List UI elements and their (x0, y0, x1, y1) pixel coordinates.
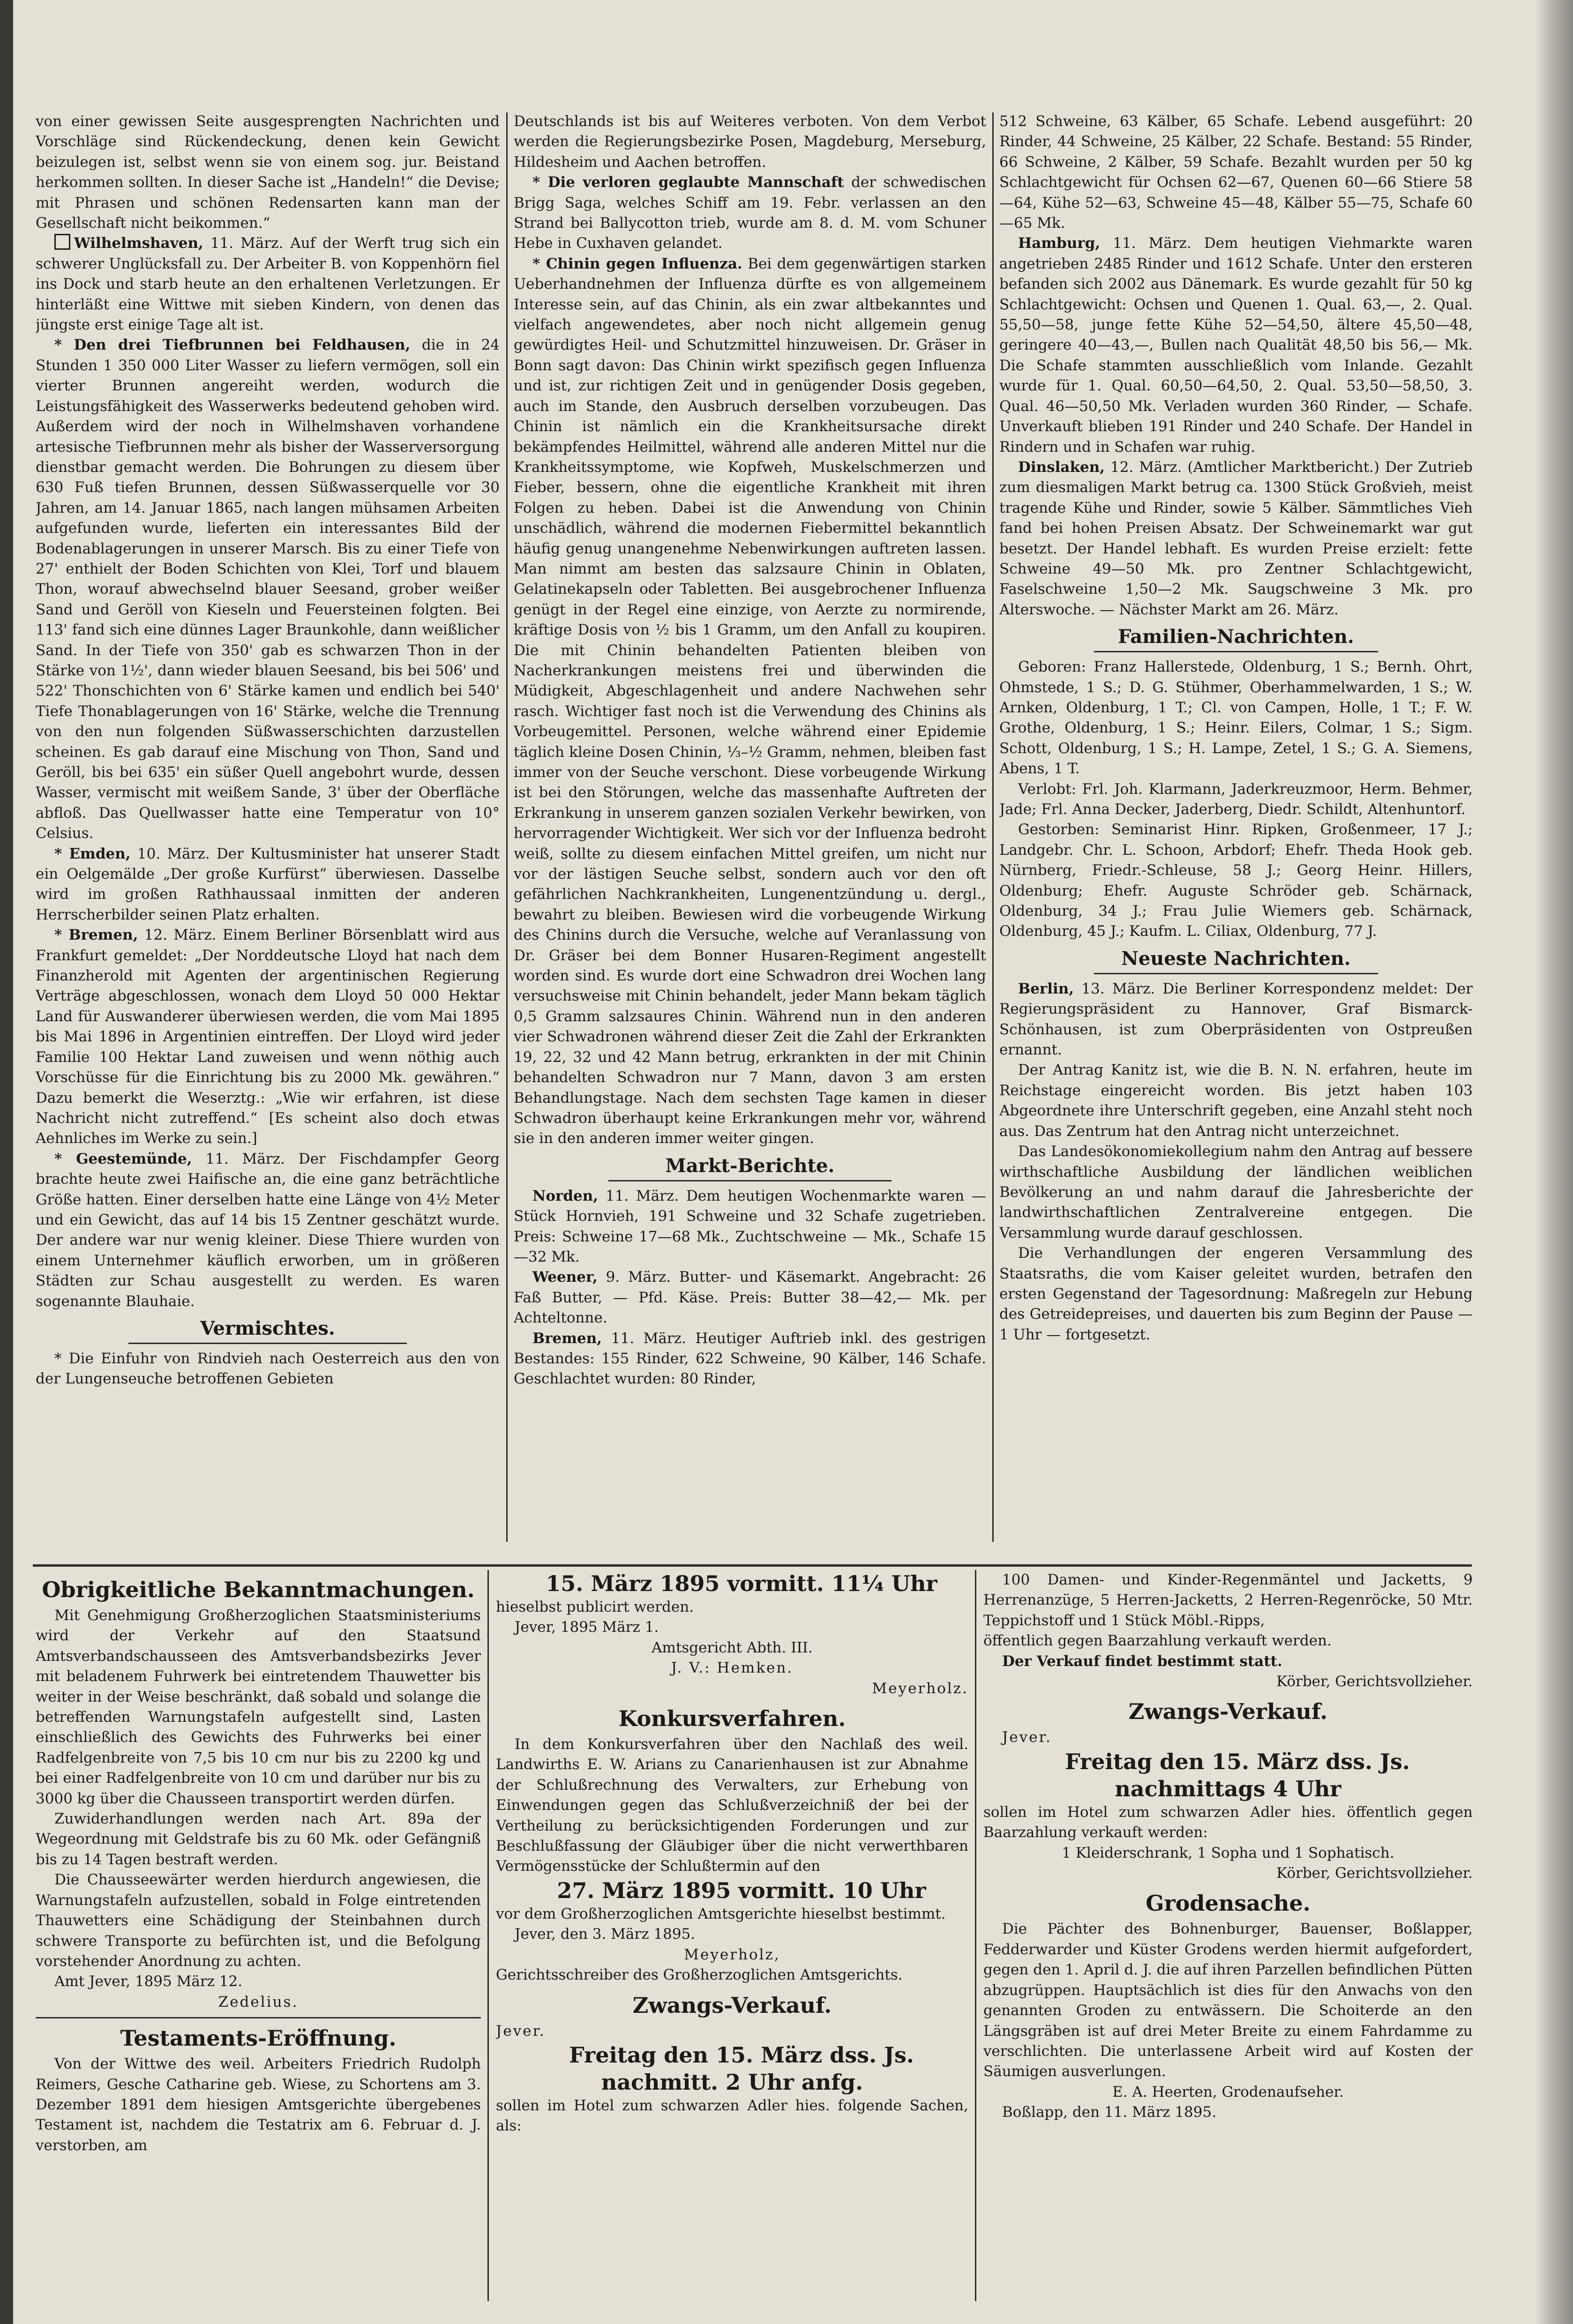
report-text: 12. März. (Amtlicher Marktbericht.) Der Zutrieb zum diesmaligen Markt betrug ca. 1300 Stück Großvieh, meist tragende Kühe und Rinder, sowie 5 Kälber. Sämmtliches Vieh fand bei hohen Preisen Absatz. Der Schweinemarkt war gut besetzt. Der Handel lebhaft. Es wurden Preise erzielt: fette Schweine 49—50 Mk. pro Zentner Schlachtgewicht, Faselschweine 1,50—2 Mk. Saugschweine 3 Mk. pro Alterswoche. — Nächster Markt am 26. März. (999, 458, 1473, 618)
notice-title: Obrigkeitliche Bekanntmachungen. (42, 1577, 475, 1602)
market-report (999, 457, 1473, 620)
column-rule (506, 112, 508, 1542)
article-heading: * Die verloren geglaubte Mannschaft (532, 174, 844, 191)
notice-place-date: Boßlapp, den 11. März 1895. (1002, 2104, 1217, 2121)
article (36, 335, 500, 844)
notice-title: Grodensache. (1146, 1891, 1311, 1916)
section-title: Familien-Nachrichten. (1118, 626, 1354, 648)
lower-column-2 (496, 1570, 968, 2310)
notice-place-date: Jever, den 3. März 1895. (515, 1926, 696, 1943)
column-2 (514, 112, 986, 1560)
article-text: 10. März. Der Kultusminister hat unserer Stadt ein Oelgemälde „Der große Kurfürst“ überwiesen. Dasselbe wird im großen Rathhaussaal inmitten der anderen Herrscherbilder seinen Platz erhalten. (36, 845, 500, 923)
news-item: Das Landesökonomiekollegium nahm den Antrag auf bessere wirthschaftliche Ausbildung der ländlichen weiblichen Bevölkerung an und nahm darauf die Jahresberichte der landwirthschaftlichen Zentralvereine entgegen. Die Versammlung wurde darauf geschlossen. (999, 1143, 1473, 1241)
article-text: 11. März. Auf der Werft trug sich ein schwerer Unglücksfall zu. Der Arbeiter B. von Koppenhörn fiel ins Dock und starb heute an den erhaltenen Verletzungen. Er hinterläßt eine Wittwe mit sieben Kindern, von denen das jüngste erst einige Tage alt ist. (36, 235, 500, 334)
section-heading (514, 1154, 986, 1181)
family-notice-born: Geboren: Franz Hallerstede, Oldenburg, 1 S.; Bernh. Ohrt, Ohmstede, 1 S.; D. G. Stühmer, Oberhammelwarden, 1 S.; W. Arnken, Oldenburg, 1 T.; Cl. von Campen, Holle, 1 T.; F. W. Grothe, Oldenburg, 1 S.; Heinr. Eilers, Colmar, 1 S.; Sigm. Schott, Oldenburg, 1 S.; H. Lampe, Zetel, 1 S.; G. A. Siemens, Abens, 1 T. (999, 658, 1473, 777)
notice-place: Jever. (496, 2022, 546, 2040)
lower-column-1 (36, 1570, 481, 2310)
notice-text: Die Pächter des Bohnenburger, Bauenser, Boßlapper, Fedderwarder und Küster Grodens werden hiermit aufgefordert, gegen den 1. April d. J. die auf ihren Parzellen befindlichen Pütten abzugrüppen. Hauptsächlich ist dies für den Anwachs von den genannten Groden zu entwässern. Die Schoiterde an den Längsgräben ist auf drei Meter Breite zu einem Fahrdamme zu verschlichten. Die unterlassene Arbeit wird auf Kosten der Säumigen ausverlungen. (983, 1920, 1473, 2080)
notice-rule (36, 2017, 481, 2018)
report-heading: Bremen, (532, 1330, 602, 1347)
market-report (514, 1329, 986, 1390)
section-title: Vermischtes. (200, 1317, 335, 1339)
court-name: Amtsgericht Abth. III. (652, 1639, 813, 1656)
article-text: die in 24 Stunden 1 350 000 Liter Wasser zu liefern vermögen, soll ein vierter Brunnen angereiht werden, wodurch die Leistungsfähigkeit des Wasserwerks bedeutend gehoben wird. Außerdem wird der noch in Wilhelmshaven vorhandene artesische Tiefbrunnen mehr als bisher der Wasserversorgung dienstbar gemacht werden. Die Bohrungen zu diesem über 630 Fuß tiefen Brunnen, dessen Süßwasserquelle vor 30 Jahren, am 14. Januar 1865, nach langen mühsamen Arbeiten aufgefunden wurde, lieferten ein interessantes Bild der Bodenablagerungen in unserer Marsch. Bis zu einer Tiefe von 27' enthielt der Boden Schichten von Klei, Torf und blauem Thon, worauf abwechselnd blauer Seesand, grober weißer Sand und Geröll von Kieseln und Feuersteinen folgten. Bei 113' fand sich eine dünnes Lager Braunkohle, dann weißlicher Sand. In der Tiefe von 350' gab es schwarzen Thon in der Stärke von 1½', dann wieder blauen Seesand, bis bei 506' und 522' Thonschichten von 6' Stärke kamen und endlich bei 540' Tiefe Thonablagerungen von 16' Stärke, welche die Trennung von den nun folgenden Süßwasserschichten darzustellen scheinen. Es gab darauf eine Mischung von Thon, Sand und Geröll, bis bei 635' ein süßer Quell angebohrt wurde, dessen Wasser, vermischt mit weißem Sande, 3' über der Oberfläche abfloß. Das Quellwasser hatte eine Temperatur von 10° Celsius. (36, 336, 500, 842)
news-heading: Berlin, (1018, 980, 1074, 997)
section-rule (33, 1564, 1472, 1567)
notice-text: Jever, 1895 März 1. (515, 1619, 659, 1636)
article-heading: * Bremen, (54, 927, 138, 944)
notice-text: Mit Genehmigung Großherzoglichen Staatsministeriums wird der Verkehr auf den Staatsund Amtsverbandschausseen des Amtsverbandsbezirks Jever mit beladenem Fuhrwerk bei eintretendem Thauwetter bis weiter in der Weise beschränkt, daß sobald und solange die betreffenden Warnungstafeln aufgestellt sind, Lasten einschließlich des Gewichts des Fuhrwerks bei einer Radfelgenbreite von 7,5 bis 10 cm nur bis zu 2200 kg und bei einer Radfelgenbreite von 10 cm und darüber nur bis zu 3000 kg über die Chausseen transportirt werden dürfen. (36, 1607, 481, 1807)
notice-text: Die Chausseewärter werden hierdurch angewiesen, die Warnungstafeln aufzustellen, sobald in Folge eintretenden Thauwetters eine Schädigung der Steinbahnen durch schwere Transporte zu befürchten ist, und die Befolgung vorstehender Anordnung zu achten. (36, 1871, 481, 1970)
article (36, 844, 500, 926)
news-item: Der Antrag Kanitz ist, wie die B. N. N. erfahren, heute im Reichstage eingereicht worden. Bis jetzt haben 103 Abgeordnete ihre Unterschrift gegeben, eine Anzahl steht noch aus. Das Zentrum hat den Antrag nicht unterzeichnet. (999, 1061, 1473, 1140)
notice-text: hieselbst publicirt werden. (496, 1599, 694, 1615)
signature-title: Gerichtsschreiber des Großherzoglichen Amtsgerichts. (496, 1966, 903, 1984)
article (36, 925, 500, 1149)
column-rule (992, 112, 994, 1542)
report-heading: Weener, (532, 1269, 598, 1286)
report-heading: Norden, (532, 1187, 599, 1204)
notice-title: Zwangs-Verkauf. (632, 1992, 832, 2018)
report-text: 11. März. Heutiger Auftrieb inkl. des gestrigen Bestandes: 155 Rinder, 622 Schweine, 90 Kälber, 146 Schafe. Geschlachtet wurden: 80 Rinder, (514, 1330, 986, 1388)
news-item (999, 979, 1473, 1061)
auction-date: Freitag den 15. März dss. Js. nachmitt. 2 Uhr anfg. (569, 2042, 914, 2095)
notice-title: Testaments-Eröffnung. (120, 2025, 397, 2051)
page-edge-shadow (1536, 0, 1573, 2324)
report-text: 11. März. Dem heutigen Wochenmarkte waren — Stück Hornvieh, 191 Schweine und 32 Schafe zugetrieben. Preis: Schweine 17—68 Mk., Zuchtschweine — Mk., Schafe 15—32 Mk. (514, 1187, 986, 1265)
notice-text: In dem Konkursverfahren über den Nachlaß des weil. Landwirths E. W. Arians zu Canarienhausen ist zur Abnahme der Schlußrechnung des Verwalters, zur Erhebung von Einwendungen gegen das Schlußverzeichniß der bei der Vertheilung zu berücksichtigenden Forderungen und zur Beschlußfassung der Gläubiger über die nicht verwerthbaren Vermögensstücke der Schlußtermin auf den (496, 1736, 968, 1875)
notice-title: Zwangs-Verkauf. (1128, 1699, 1328, 1725)
market-report (514, 1267, 986, 1328)
article-text: 11. März. Der Fischdampfer Georg brachte heute zwei Haifische an, die eine ganz beträchtliche Größe hatten. Einer derselben hatte eine Länge von 4½ Meter und ein Gewicht, das auf 14 bis 15 Zentner geschätzt wurde. Der andere war nur wenig kleiner. Diese Thiere wurden von einem Unternehmer käuflich erworben, um in größeren Städten zur Schau ausgestellt zu werden. Es waren sogenannte Blauhaie. (36, 1150, 500, 1310)
article-heading: * Den drei Tiefbrunnen bei Feldhausen, (54, 336, 411, 354)
notice-place-date: Amt Jever, 1895 März 12. (54, 1973, 243, 1990)
article-heading: * Emden, (54, 845, 131, 862)
signature: J. V.: Hemken. (671, 1659, 794, 1677)
column-1 (36, 112, 500, 1560)
article-text: Deutschlands ist bis auf Weiteres verboten. Von dem Verbot werden die Regierungsbezirke Posen, Magdeburg, Merseburg, Hildesheim und Aachen betroffen. (514, 113, 986, 171)
article-heading: Wilhelmshaven, (74, 235, 203, 252)
article (36, 233, 500, 335)
article-text: 12. März. Einem Berliner Börsenblatt wird aus Frankfurt gemeldet: „Der Norddeutsche Lloyd hat nach dem Finanzherold mit Agenten der argentinischen Regierung Verträge abgeschlossen, wonach dem Lloyd 50 000 Hektar Land für Auswanderer überwiesen werden, die vom Mai 1895 bis Mai 1896 in Argentinien eintreffen. Der Lloyd wird jeder Familie 100 Hektar Land zuweisen und wenn nöthig auch Vorschüsse für die Einrichtung bis zu 2000 Mk. gewähren.“ Dazu bemerkt die Weserztg.: „Wie wir erfahren, ist diese Nachricht nicht zutreffend.“ [Es scheint also doch etwas Aehnliches im Werke zu sein.] (36, 927, 500, 1147)
checkbox-mark (54, 234, 70, 250)
notice-text: Von der Wittwe des weil. Arbeiters Friedrich Rudolph Reimers, Gesche Catharine geb. Wiese, zu Schortens am 3. Dezember 1891 dem hiesigen Amtsgerichte übergebenes Testament ist, nachdem die Testatrix am 6. Februar d. J. verstorben, am (36, 2055, 481, 2154)
notice-text: Zuwiderhandlungen werden nach Art. 89a der Wegeordnung mit Geldstrafe bis zu 60 Mk. oder Gefängniß bis zu 14 Tagen bestraft werden. (36, 1810, 481, 1868)
signature: E. A. Heerten, Grodenaufseher. (1112, 2083, 1344, 2100)
hearing-date: 27. März 1895 vormitt. 10 Uhr (557, 1877, 926, 1903)
family-notice-deceased: Gestorben: Seminarist Hinr. Ripken, Großenmeer, 17 J.; Landgebr. Chr. L. Schoon, Arbdorf; Ehefr. Theda Hook geb. Nürnberg, Friedr.-Schleuse, 58 J.; Georg Heinr. Hillers, Oldenburg; Ehefr. Auguste Schröder geb. Schärnack, Oldenburg, 34 J.; Frau Julie Wiemers geb. Schärnack, Oldenburg, 45 J.; Kaufm. L. Ciliax, Oldenburg, 77 J. (999, 821, 1473, 940)
column-rule (487, 1570, 489, 2301)
lower-column-3 (983, 1570, 1473, 2310)
notice-text: öffentlich gegen Baarzahlung verkauft werden. (983, 1632, 1332, 1650)
notice-title: Konkursverfahren. (618, 1706, 846, 1732)
notice-text: 100 Damen- und Kinder-Regenmäntel und Jacketts, 9 Herrenanzüge, 5 Herren-Jacketts, 2 Herren-Regenröcke, 50 Mtr. Teppichstoff und 1 Stück Möbl.-Ripps, (983, 1571, 1473, 1629)
family-notice-engaged: Verlobt: Frl. Joh. Klarmann, Jaderkreuzmoor, Herm. Behmer, Jade; Frl. Anna Decker, Jaderberg, Diedr. Schildt, Altenhuntorf. (999, 780, 1473, 818)
article (514, 254, 986, 1149)
report-heading: Dinslaken, (1018, 458, 1105, 476)
notice-place: Jever. (1002, 1729, 1052, 1746)
article-heading: * Geestemünde, (54, 1150, 192, 1167)
report-text: 512 Schweine, 63 Kälber, 65 Schafe. Lebend ausgeführt: 20 Rinder, 44 Schweine, 25 Kälber, 22 Schafe. Bestand: 55 Rinder, 66 Schweine, 2 Kälber, 59 Schafe. Bezahlt wurden per 50 kg Schlachtgewicht für Ochsen 62—67, Quenen 60—66 Stiere 58—64, Kühe 52—63, Schweine 45—48, Kälber 55—75, Schafe 60—65 Mk. (999, 113, 1473, 232)
market-report (514, 1186, 986, 1268)
signature: Körber, Gerichtsvollzieher. (1276, 1865, 1473, 1882)
signature: Meyerholz. (872, 1680, 968, 1697)
column-3 (999, 112, 1473, 1560)
notice-signature: Zedelius. (218, 1993, 299, 2010)
market-report (999, 233, 1473, 457)
article-text: Bei dem gegenwärtigen starken Ueberhandnehmen der Influenza dürfte es von allgemeinem Interesse sein, auf das Chinin, als ein zwar altbekanntes und vielfach angewendetes, aber noch nicht allgemein genug gewürdigtes Heil- und Schutzmittel hinzuweisen. Dr. Gräser in Bonn sagt davon: Das Chinin wirkt spezifisch gegen Influenza und ist, zur richtigen Zeit und in genügender Dosis gegeben, auch im Stande, den Ausbruch derselben vorzubeugen. Das Chinin ist nämlich ein die Krankheitsursache direkt bekämpfendes Heilmittel, während alle anderen Mittel nur die Krankheitssymptome, wie Kopfweh, Muskelschmerzen und Fieber, bessern, ohne die eigentliche Krankheit mit ihren Folgen zu heben. Dabei ist die Anwendung von Chinin unschädlich, während die modernen Fiebermittel bekanntlich häufig genug unangenehme Nebenwirkungen auftreten lassen. Man nimmt am besten das salzsaure Chinin in Oblaten, Gelatinekapseln oder Tabletten. Bei ausgebrochener Influenza genügt in der Regel eine einzige, von Aerzte zu normirende, kräftige Dosis von ½ bis 1 Gramm, um den Anfall zu koupiren. Die mit Chinin behandelten Patienten bleiben von Nacherkrankungen meistens frei und überwinden die Müdigkeit, Abgeschlagenheit und andere Nachwehen sehr rasch. Wichtiger fast noch ist die Verwendung des Chinins als Vorbeugemittel. Personen, welche während einer Epidemie täglich kleine Dosen Chinin, ⅓–½ Gramm, nehmen, bleiben fast immer von der Seuche verschont. Diese vorbeugende Wirkung ist bei den Störungen, welche das massenhafte Auftreten der Erkrankung in unserem ganzen sozialen Verkehr bewirken, von hervorragender Wichtigkeit. Wer sich vor der Influenza bedroht weiß, sollte zu diesem einfachen Mittel greifen, um nicht nur vor der lästigen Seuche selbst, sondern auch vor den oft gefährlichen Nachkrankheiten, Lungenentzündung u. dergl., bewahrt zu bleiben. Bewiesen wird die vorbeugende Wirkung des Chinins durch die Versuche, welche auf Veranlassung von Dr. Gräser bei dem Bonner Husaren-Regiment angestellt worden sind. Es wurde dort eine Schwadron drei Wochen lang versuchsweise mit Chinin behandelt, jeder Mann bekam täglich 0,5 Gramm salzsaures Chinin. Während nun in den anderen vier Schwadronen während dieser Zeit die Zahl der Erkrankten 19, 22, 32 und 42 Mann betrug, erkrankten in der mit Chinin behandelten Schwadron nur 7 Mann, davon 3 am ersten Behandlungstage. Nach dem sechsten Tage kamen in dieser Schwadron überhaupt keine Erkrankungen mehr vor, während sie in den anderen immer weiter gingen. (514, 255, 986, 1147)
article (514, 172, 986, 254)
article-text: * Die Einfuhr von Rindvieh nach Oesterreich aus den von der Lungenseuche betroffenen Gebieten (36, 1350, 500, 1388)
news-text: 13. März. Die Berliner Korrespondenz meldet: Der Regierungspräsident zu Hannover, Graf Bismarck-Schönhausen, ist zum Oberpräsidenten von Ostpreußen ernannt. (999, 980, 1473, 1059)
section-heading (36, 1316, 500, 1344)
notice-text: vor dem Großherzoglichen Amtsgerichte hieselbst bestimmt. (496, 1905, 946, 1922)
auction-items: 1 Kleiderschrank, 1 Sopha und 1 Sophatisch. (1062, 1844, 1394, 1861)
signature: Meyerholz, (684, 1946, 780, 1963)
news-item: Die Verhandlungen der engeren Versammlung des Staatsraths, die vom Kaiser geleitet wurden, betrafen den ersten Gegenstand der Tagesordnung: Maßregeln zur Hebung des Getreidepreises, und dauerten bis zum Beginn der Pause — 1 Uhr — fortgesetzt. (999, 1245, 1473, 1343)
adjacent-page-edge (0, 0, 13, 2324)
signature: Körber, Gerichtsvollzieher. (1276, 1673, 1473, 1690)
article-text: von einer gewissen Seite ausgesprengten Nachrichten und Vorschläge sind Rückendeckung, denen kein Gewicht beizulegen ist, selbst wenn sie von einem sog. jur. Beistand herkommen sollten. In dieser Sache ist „Handeln!“ die Devise; mit Phrasen und schönen Redensarten kann man der Gesellschaft nicht beikommen.“ (36, 113, 500, 232)
article-text: der schwedischen Brigg Saga, welches Schiff am 19. Febr. verlassen an den Strand bei Ballycotton trieb, wurde am 8. d. M. vom Schuner Hebe in Cuxhaven gelandet. (514, 174, 986, 252)
report-text: 11. März. Dem heutigen Viehmarkte waren angetrieben 2485 Rinder und 1612 Schafe. Unter den ersteren befanden sich 2002 aus Dänemark. Es wurde gezahlt für 50 kg Schlachtgewicht: Ochsen und Quenen 1. Qual. 63,—, 2. Qual. 55,50—58, junge fette Kühe 52—54,50, ältere 45,50—48, geringere 40—43,—, Bullen nach Qualität 48,50 bis 56,— Mk. Die Schafe stammten ausschließlich vom Inlande. Gezahlt wurde für 1. Qual. 60,50—64,50, 2. Qual. 53,50—58,50, 3. Qual. 46—50,50 Mk. Verladen wurden 360 Rinder, — Schafe. Unverkauft blieben 191 Rinder und 240 Schafe. Der Handel in Rindern und in Schafen war ruhig. (999, 235, 1473, 456)
article (36, 1149, 500, 1312)
notice-emphasis: Der Verkauf findet bestimmt statt. (1002, 1652, 1282, 1670)
section-title: Neueste Nachrichten. (1121, 947, 1351, 970)
notice-text: sollen im Hotel zum schwarzen Adler hies. folgende Sachen, als: (496, 2097, 968, 2135)
column-rule (975, 1570, 976, 2301)
notice-text: sollen im Hotel zum schwarzen Adler hies. öffentlich gegen Baarzahlung verkauft werden: (983, 1803, 1473, 1841)
section-title: Markt-Berichte. (665, 1154, 835, 1177)
article-heading: * Chinin gegen Influenza. (532, 255, 742, 272)
report-heading: Hamburg, (1018, 235, 1101, 252)
publication-date: 15. März 1895 vormitt. 11¼ Uhr (546, 1571, 937, 1596)
report-text: 9. März. Butter- und Käsemarkt. Angebracht: 26 Faß Butter, — Pfd. Käse. Preis: Butter 38—42,— Mk. per Achteltonne. (514, 1269, 986, 1327)
section-heading (999, 947, 1473, 974)
section-heading (999, 625, 1473, 652)
auction-date: Freitag den 15. März dss. Js. nachmittags 4 Uhr (1065, 1749, 1410, 1801)
